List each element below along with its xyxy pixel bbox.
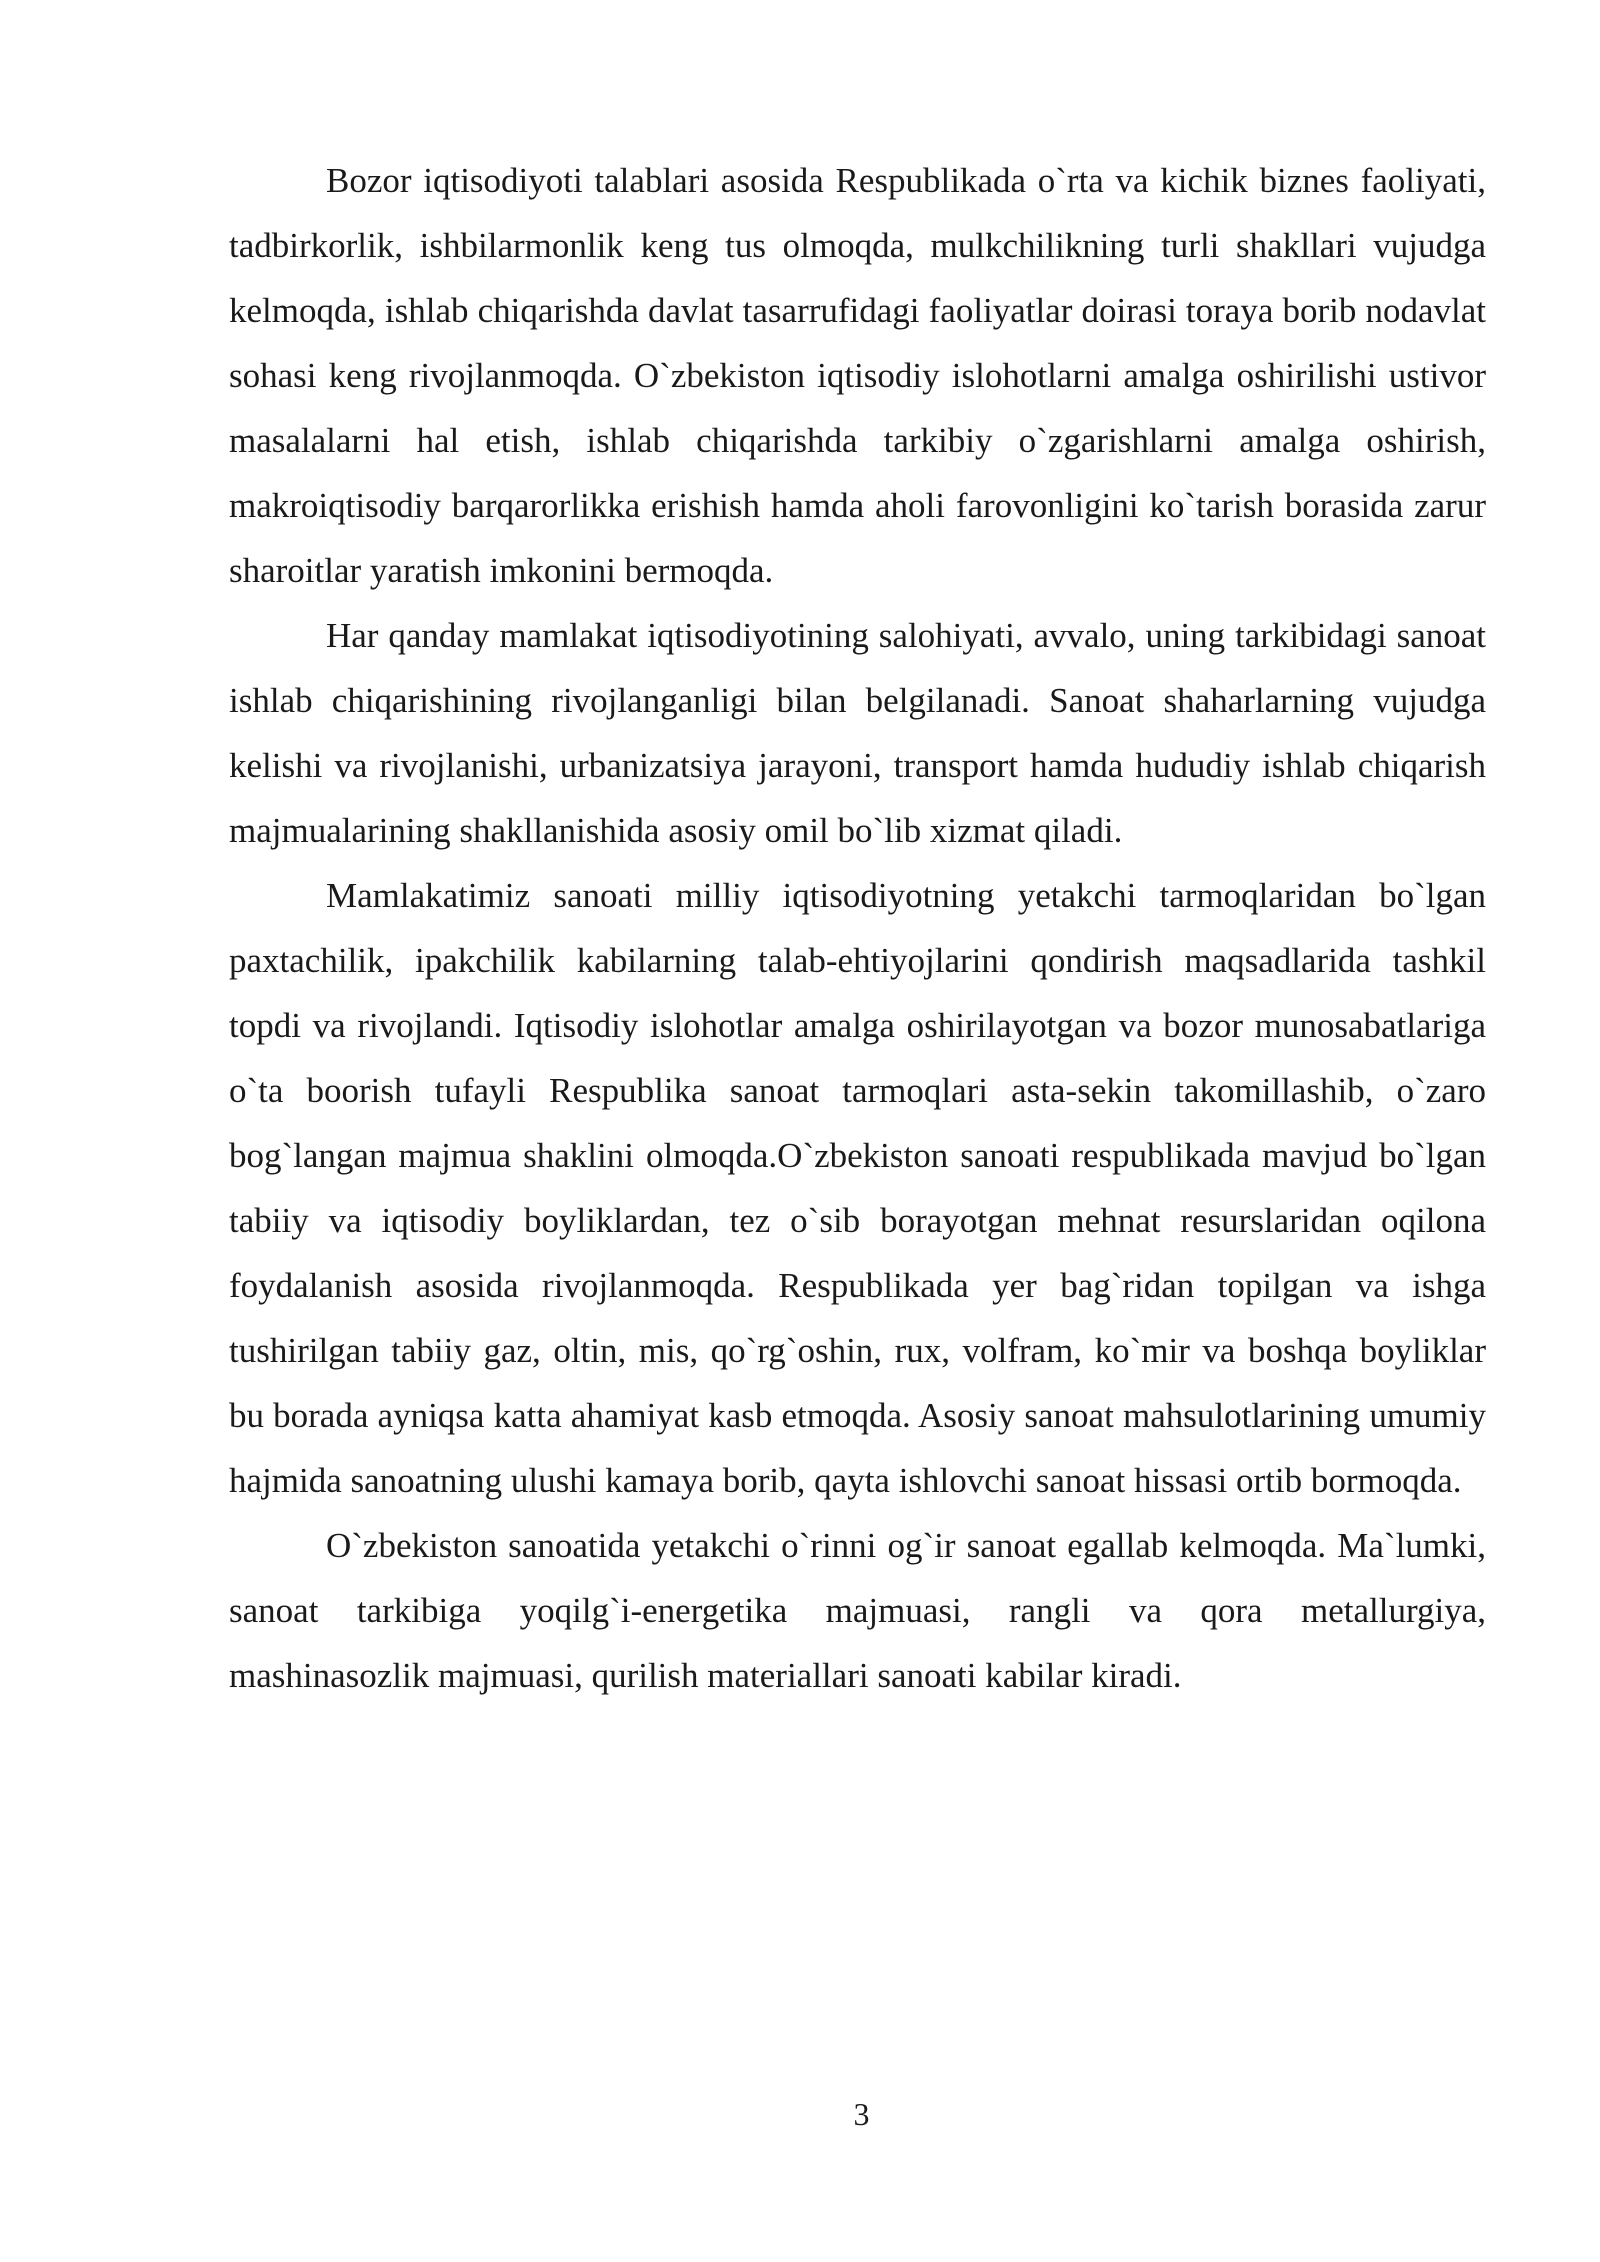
- paragraph-3: Mamlakatimiz sanoati milliy iqtisodiyotning yetakchi tarmoqlaridan bo`lgan paxtachilik, ipakchilik kabilarning talab-ehtiyojlarini qondirish maqsadlarida tashkil topdi va rivojlandi. Iqtisodiy islohotlar amalga oshirilayotgan va bozor munosabatlariga o`ta boorish tufayli Respublika sanoat tarmoqlari asta-sekin takomillashib, o`zaro bog`langan majmua shaklini olmoqda.O`zbekiston sanoati respublikada mavjud bo`lgan tabiiy va iqtisodiy boyliklardan, tez o`sib borayotgan mehnat resurslaridan oqilona foydalanish asosida rivojlanmoqda. Respublikada yer bag`ridan topilgan va ishga tushirilgan tabiiy gaz, oltin, mis, qo`rg`oshin, rux, volfram, ko`mir va boshqa boyliklar bu borada ayniqsa katta ahamiyat kasb etmoqda. Asosiy sanoat mahsulotlarining umumiy hajmida sanoatning ulushi kamaya borib, qayta ishlovchi sanoat hissasi ortib bormoqda.: [229, 876, 1486, 1500]
- paragraph-4: O`zbekiston sanoatida yetakchi o`rinni og`ir sanoat egallab kelmoqda. Ma`lumki, sanoat tarkibiga yoqilg`i-energetika majmuasi, rangli va qora metallurgiya, mashinasozlik majmuasi, qurilish materiallari sanoati kabilar kiradi.: [229, 1526, 1486, 1695]
- page-number: 3: [853, 2096, 870, 2132]
- document-body: [229, 148, 1486, 1708]
- paragraph-1: Bozor iqtisodiyoti talablari asosida Respublikada o`rta va kichik biznes faoliyati, tadbirkorlik, ishbilarmonlik keng tus olmoqda, mulkchilikning turli shakllari vujudga kelmoqda, ishlab chiqarishda davlat tasarrufidagi faoliyatlar doirasi toraya borib nodavlat sohasi keng rivojlanmoqda. O`zbekiston iqtisodiy islohotlarni amalga oshirilishi ustivor masalalarni hal etish, ishlab chiqarishda tarkibiy o`zgarishlarni amalga oshirish, makroiqtisodiy barqarorlikka erishish hamda aholi farovonligini ko`tarish borasida zarur sharoitlar yaratish imkonini bermoqda.: [229, 161, 1486, 590]
- paragraph-2: Har qanday mamlakat iqtisodiyotining salohiyati, avvalo, uning tarkibidagi sanoat ishlab chiqarishining rivojlanganligi bilan belgilanadi. Sanoat shaharlarning vujudga kelishi va rivojlanishi, urbanizatsiya jarayoni, transport hamda hududiy ishlab chiqarish majmualarining shakllanishida asosiy omil bo`lib xizmat qiladi.: [229, 616, 1486, 850]
